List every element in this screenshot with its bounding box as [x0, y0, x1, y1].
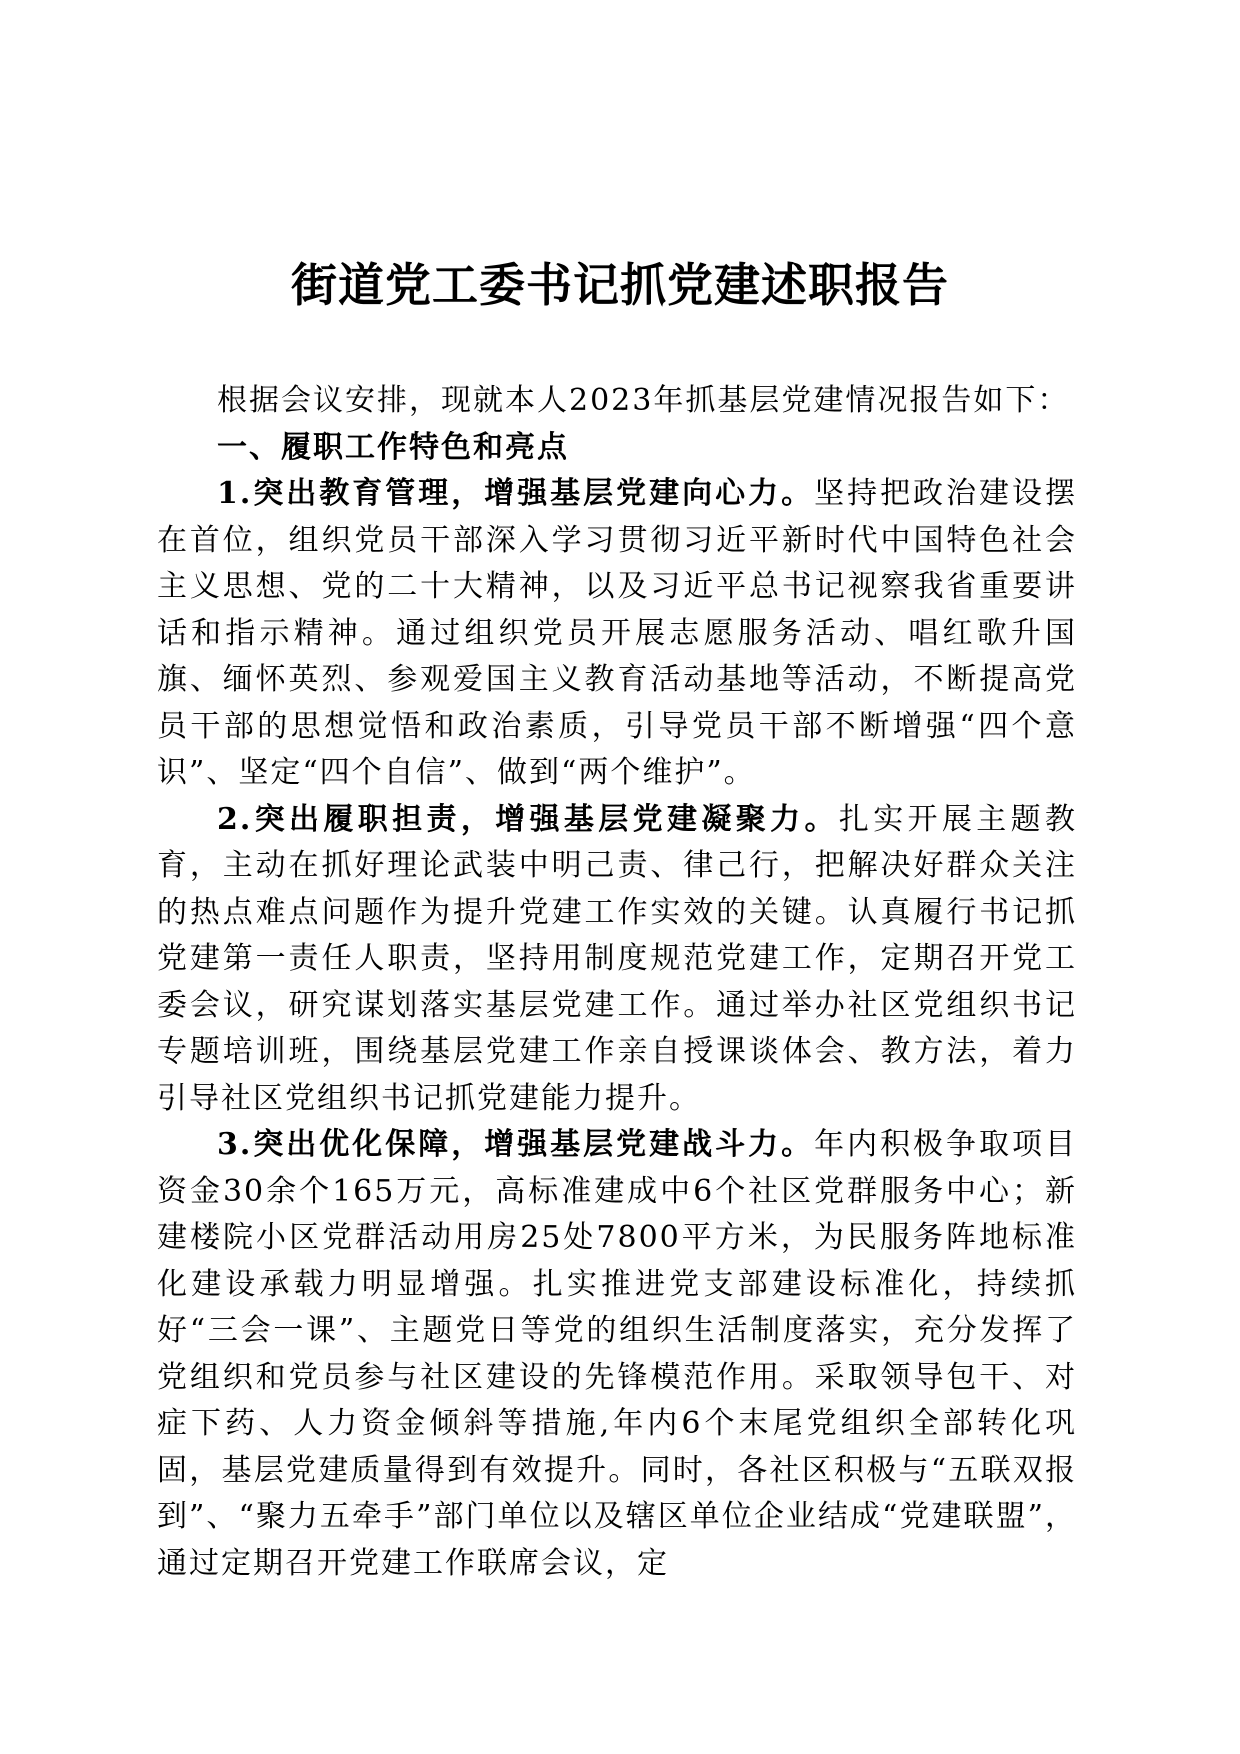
section-heading: 一、履职工作特色和亮点 — [217, 429, 569, 465]
paragraph-text: 扎实开展主题教育，主动在抓好理论武装中明己责、律己行，把解决好群众关注的热点难点问题作为提升党建工作实效的关键。认真履行书记抓党建第一责任人职责，坚持用制度规范党建工作，定期召开党工委会议，研究谋划落实基层党建工作。通过举办社区党组织书记专题培训班，围绕基层党建工作亲自授课谈体会、教方法，着力引导社区党组织书记抓党建能力提升。 — [157, 801, 1077, 1116]
paragraph-text: 坚持把政治建设摆在首位，组织党员干部深入学习贯彻习近平新时代中国特色社会主义思想、党的二十大精神，以及习近平总书记视察我省重要讲话和指示精神。通过组织党员开展志愿服务活动、唱红歌升国旗、缅怀英烈、参观爱国主义教育活动基地等活动，不断提高党员干部的思想觉悟和政治素质，引导党员干部不断增强“四个意识”、坚定“四个自信”、做到“两个维护”。 — [157, 476, 1078, 790]
paragraph-lead: 2.突出履职担责，增强基层党建凝聚力。 — [217, 801, 839, 837]
paragraph-lead: 3.突出优化保障，增强基层党建战斗力。 — [217, 1127, 815, 1162]
paragraph-item-2 — [157, 797, 1077, 1123]
paragraph-item-3 — [157, 1122, 1077, 1587]
intro-paragraph: 根据会议安排，现就本人2023年抓基层党建情况报告如下： — [217, 383, 1070, 418]
paragraph-lead: 1.突出教育管理，增强基层党建向心力。 — [217, 476, 815, 511]
document-title: 街道党工委书记抓党建述职报告 — [291, 258, 949, 312]
paragraph-text: 年内积极争取项目资金30余个165万元，高标准建成中6个社区党群服务中心；新建楼院小区党群活动用房25处7800平方米，为民服务阵地标准化建设承载力明显增强。扎实推进党支部建设标准化，持续抓好“三会一课”、主题党日等党的组织生活制度落实，充分发挥了党组织和党员参与社区建设的先锋模范作用。采取领导包干、对症下药、人力资金倾斜等措施,年内6个末尾党组织全部转化巩固，基层党建质量得到有效提升。同时，各社区积极与“五联双报到”、“聚力五牵手”部门单位以及辖区单位企业结成“党建联盟”，通过定期召开党建工作联席会议，定 — [157, 1127, 1078, 1581]
paragraph-item-1 — [157, 471, 1077, 797]
document-body — [157, 378, 1077, 1587]
